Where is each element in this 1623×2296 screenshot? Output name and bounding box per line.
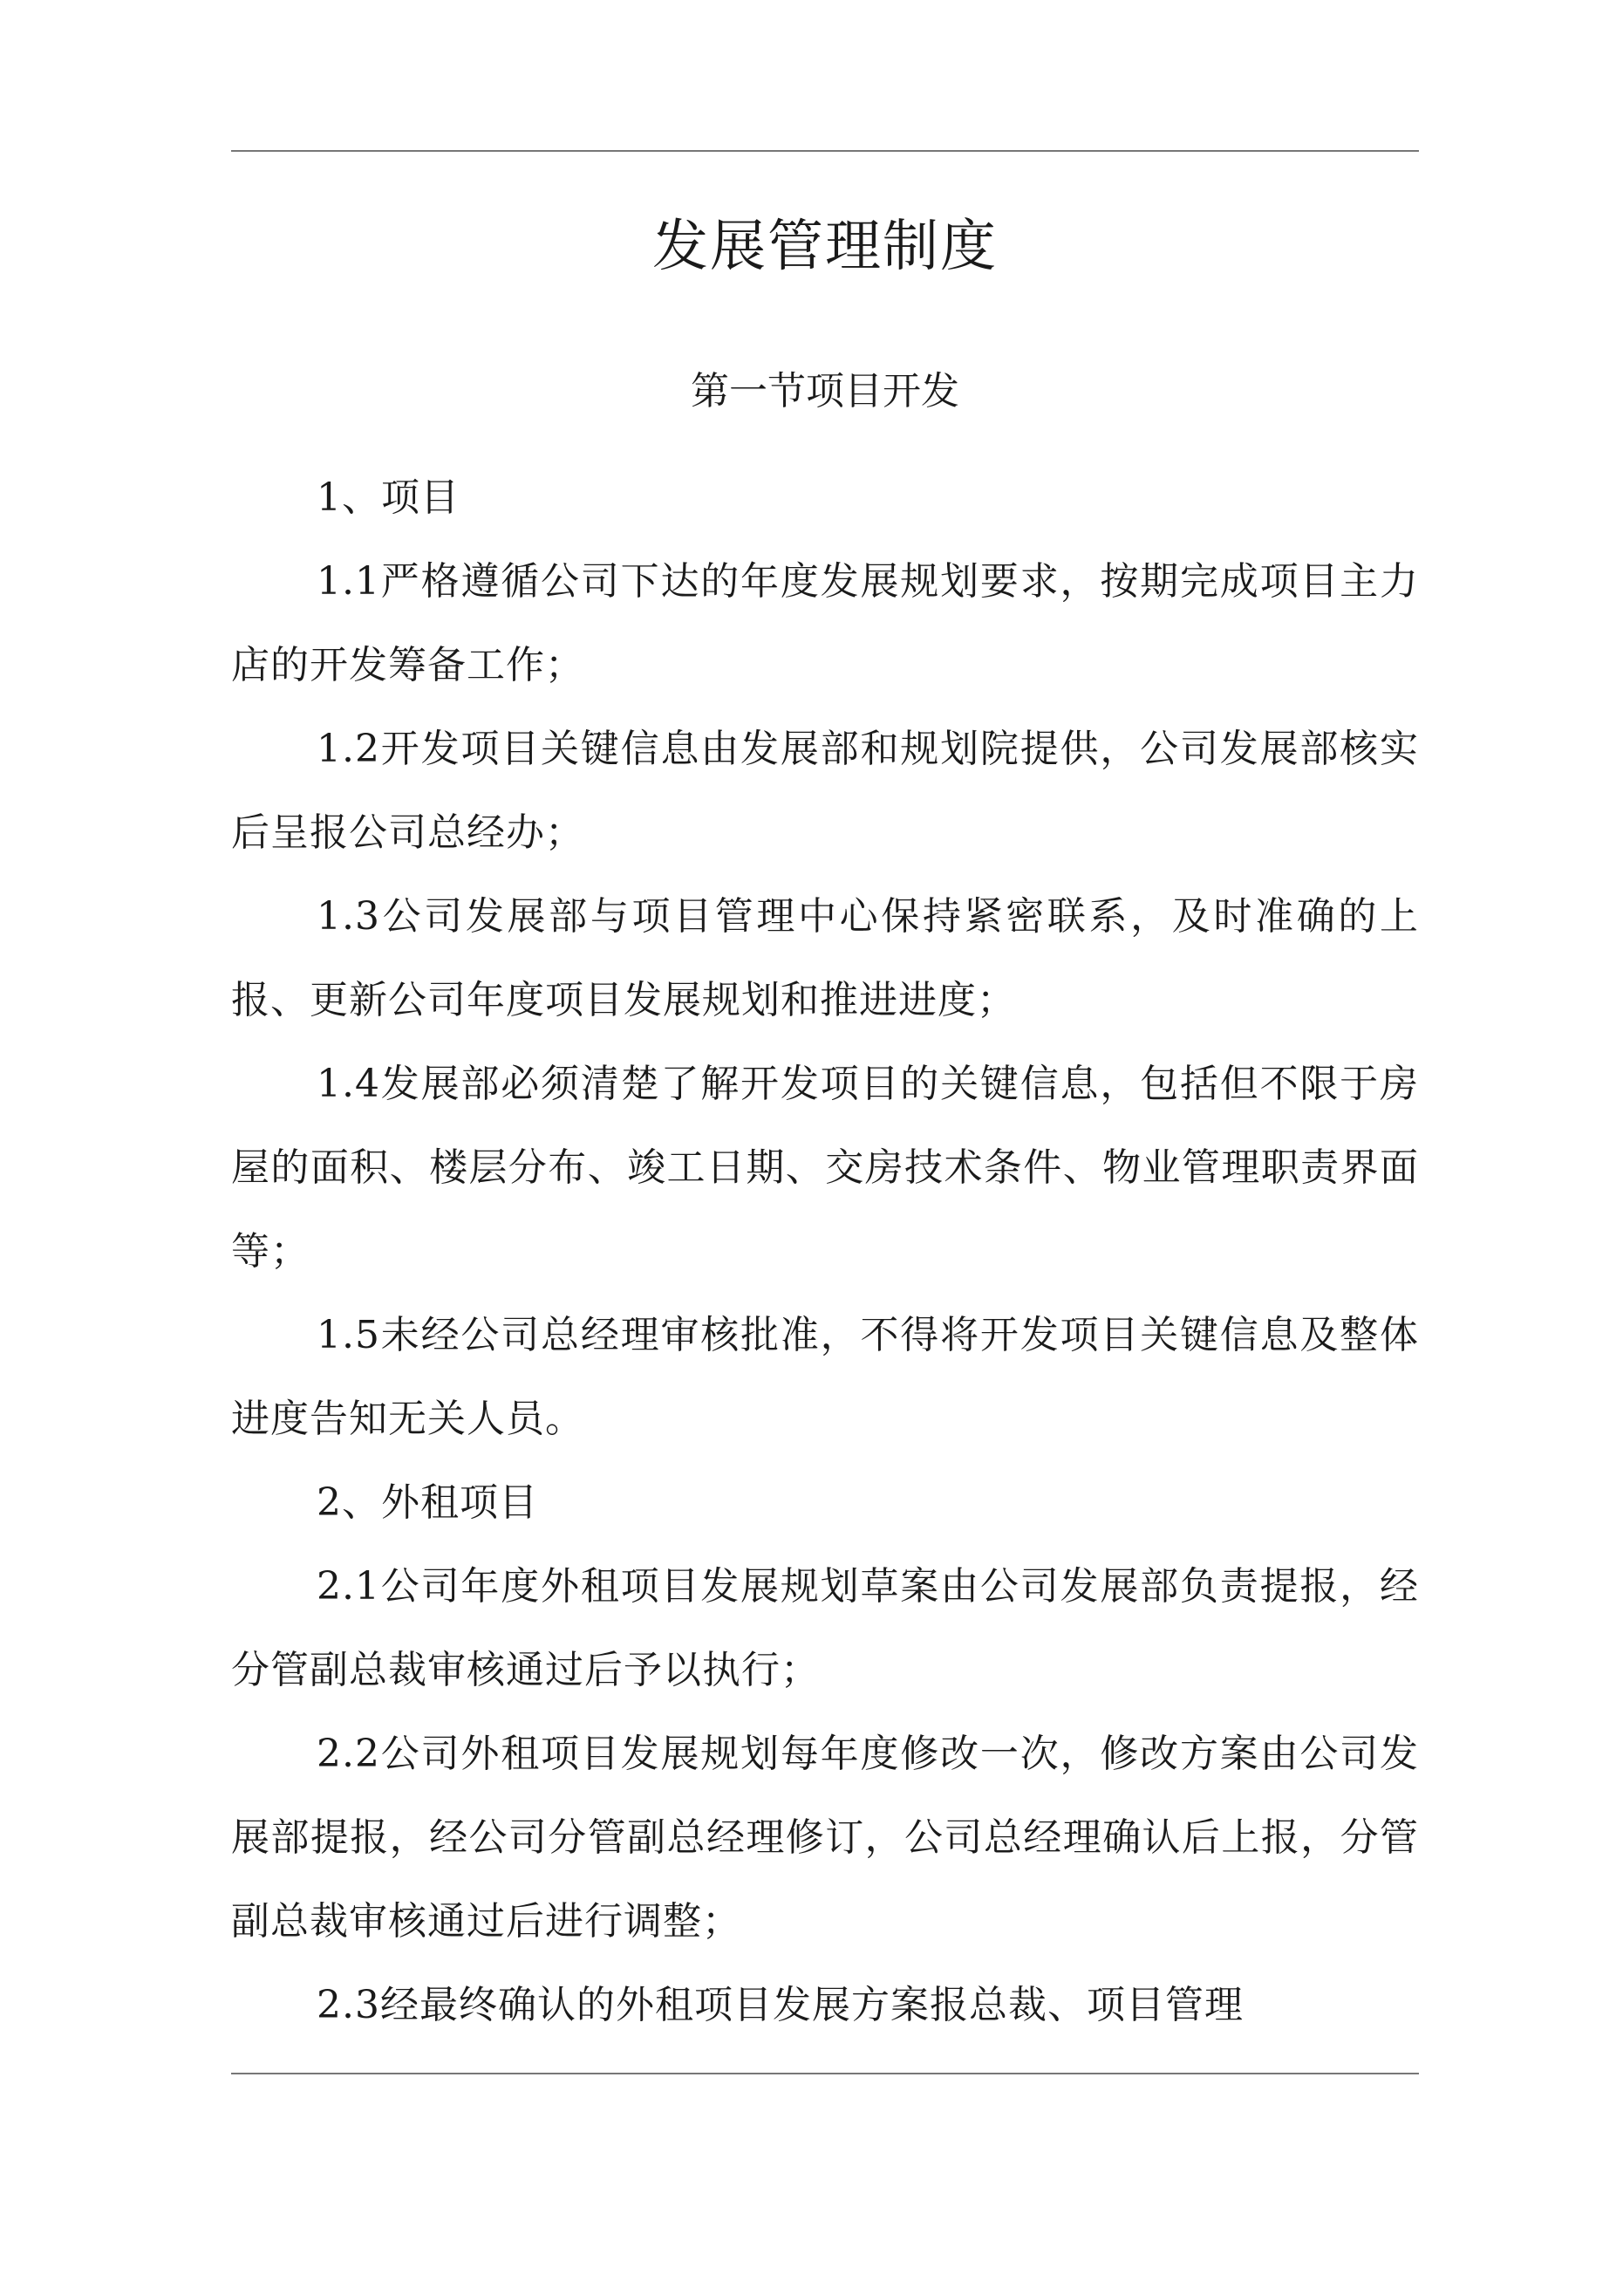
paragraph-1-4: 1.4发展部必须清楚了解开发项目的关键信息，包括但不限于房屋的面积、楼层分布、竣工日期、交房技术条件、物业管理职责界面等； [231, 1062, 1419, 1274]
header-rule [231, 150, 1419, 152]
paragraph-1-5: 1.5未经公司总经理审核批准，不得将开发项目关键信息及整体进度告知无关人员。 [231, 1313, 1419, 1441]
paragraph-2-1: 2.1公司年度外租项目发展规划草案由公司发展部负责提报，经分管副总裁审核通过后予以执行； [231, 1564, 1419, 1692]
paragraph-1-2: 1.2开发项目关键信息由发展部和规划院提供，公司发展部核实后呈报公司总经办； [231, 727, 1419, 855]
heading-2-leased-project: 2、外租项目 [317, 1480, 538, 1525]
paragraph-1-1: 1.1严格遵循公司下达的年度发展规划要求，按期完成项目主力店的开发筹备工作； [231, 559, 1419, 687]
heading-1-project: 1、项目 [317, 475, 460, 520]
document-body [231, 456, 1419, 2047]
footer-rule [231, 2073, 1419, 2074]
section-title: 第一节项目开发 [691, 369, 959, 413]
document-title: 发展管理制度 [652, 215, 998, 279]
paragraph-2-3: 2.3经最终确认的外租项目发展方案报总裁、项目管理 [317, 1983, 1244, 2027]
paragraph-1-3: 1.3公司发展部与项目管理中心保持紧密联系，及时准确的上报、更新公司年度项目发展规划和推进进度； [231, 894, 1419, 1022]
paragraph-2-2: 2.2公司外租项目发展规划每年度修改一次，修改方案由公司发展部提报，经公司分管副总经理修订，公司总经理确认后上报，分管副总裁审核通过后进行调整； [231, 1732, 1419, 1944]
